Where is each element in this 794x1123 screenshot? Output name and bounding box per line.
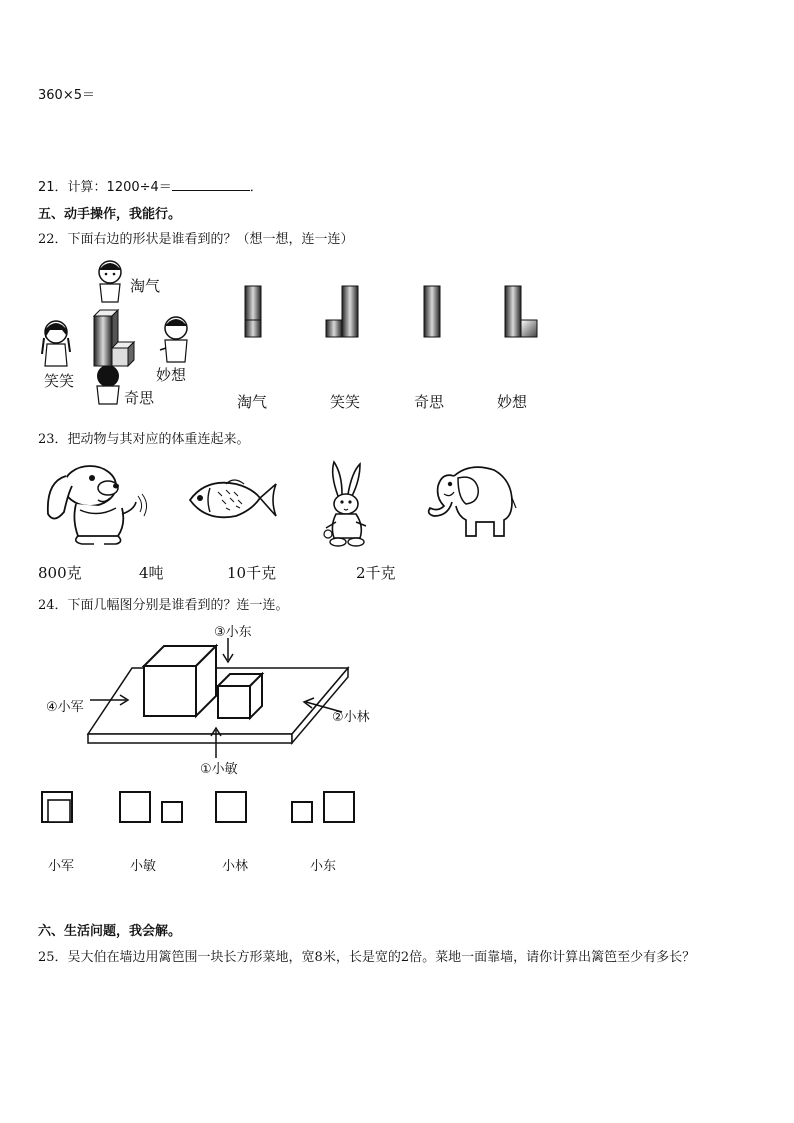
q22-scene [38, 258, 208, 408]
q24-view-2 [120, 792, 182, 822]
view-shape-3 [424, 286, 440, 337]
q22-question: 22．下面右边的形状是谁看到的？（想一想，连一连） [38, 232, 354, 247]
q24-view-label-1: 小军 [48, 859, 75, 874]
q22-solid-shapes [94, 310, 134, 366]
q21-question [38, 176, 263, 195]
q24-view-3 [216, 792, 246, 822]
q24-view-4 [292, 792, 354, 822]
q24-small-cube [218, 674, 262, 718]
viewer-front-label: ①小敏 [200, 762, 238, 777]
weight-label-3: 10千克 [227, 564, 277, 582]
viewer-top-label: ③小东 [214, 625, 252, 640]
q20-expression: 360×5＝ [38, 88, 95, 103]
viewer-left-label: ④小军 [46, 700, 84, 715]
q25-question: 25．吴大伯在墙边用篱笆围一块长方形菜地，宽8米，长是宽的2倍。菜地一面靠墙，请你计算出篱笆至少有多长？ [38, 950, 696, 965]
section-5-heading: 五、动手操作，我能行。 [38, 207, 182, 222]
view-shape-4 [505, 286, 537, 337]
rabbit-icon [318, 460, 374, 548]
q24-view-shapes [40, 786, 360, 826]
section-6-heading: 六、生活问题，我会解。 [38, 924, 182, 939]
dog-icon [42, 458, 152, 546]
q24-question: 24．下面几幅图分别是谁看到的？连一连。 [38, 598, 289, 613]
weight-label-2: 4吨 [139, 564, 164, 582]
view-label-3: 奇思 [414, 393, 445, 411]
arrow-top-icon [223, 638, 233, 662]
weight-label-4: 2千克 [356, 564, 396, 582]
q21-suffix: ． [249, 180, 263, 195]
kid-miaoxiang-icon [160, 317, 187, 362]
weight-label-1: 800克 [38, 564, 82, 582]
q24-view-1 [42, 792, 72, 822]
q24-view-label-3: 小林 [222, 859, 249, 874]
scene-label-xiaoxiao: 笑笑 [44, 372, 75, 390]
view-shape-2 [326, 286, 358, 337]
viewer-right-label: ②小林 [332, 710, 370, 725]
view-label-2: 笑笑 [330, 393, 361, 411]
kid-taoqi-icon [99, 261, 121, 302]
scene-label-taoqi: 淘气 [130, 277, 161, 295]
kid-xiaoxiao-icon [42, 321, 70, 366]
scene-label-qisi: 奇思 [124, 389, 155, 407]
q21-text: 21．计算：1200÷4＝ [38, 180, 172, 195]
fish-icon [186, 476, 278, 524]
kid-qisi-icon [97, 365, 119, 404]
q24-big-cube [144, 646, 216, 716]
view-label-4: 妙想 [497, 393, 528, 411]
q24-view-label-4: 小东 [310, 859, 337, 874]
q24-view-label-2: 小敏 [130, 859, 157, 874]
view-label-1: 淘气 [237, 393, 268, 411]
scene-label-miaoxiang: 妙想 [156, 366, 187, 384]
q22-view-shapes [240, 284, 540, 344]
q23-question: 23．把动物与其对应的体重连起来。 [38, 432, 250, 447]
q21-answer-blank[interactable] [172, 178, 250, 191]
view-shape-1 [245, 286, 261, 337]
elephant-icon [424, 458, 516, 542]
